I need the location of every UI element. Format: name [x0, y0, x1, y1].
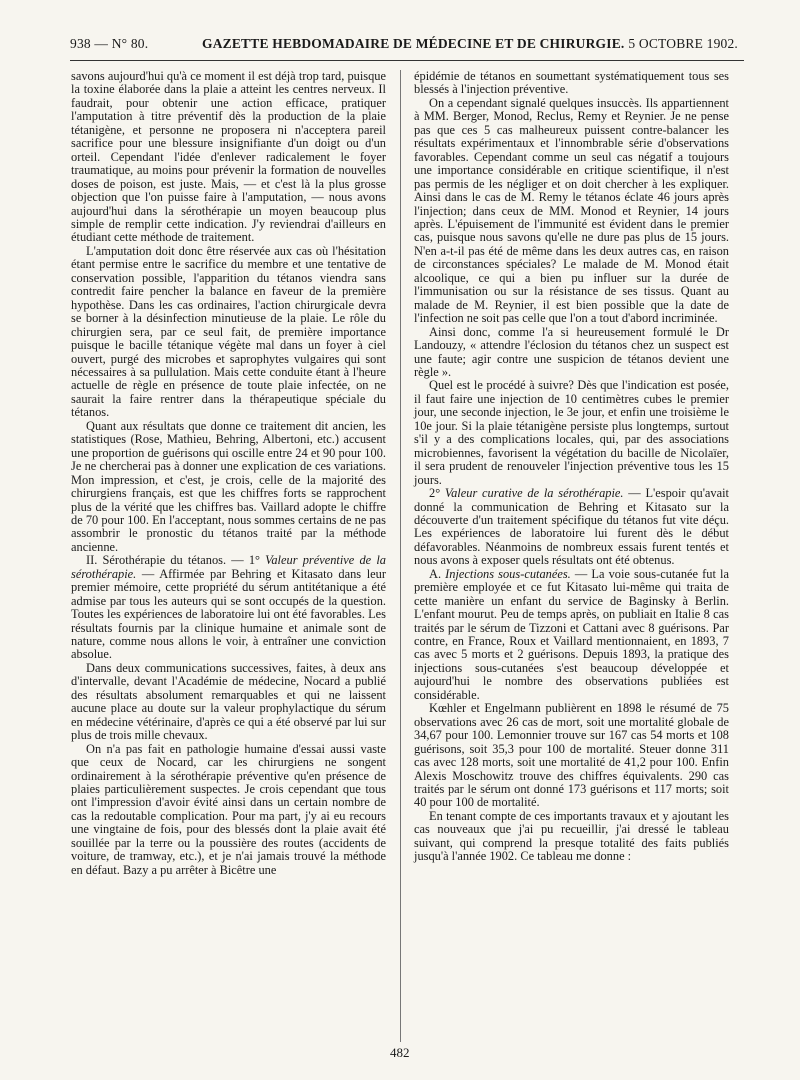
- subsection-letter: A.: [429, 566, 446, 581]
- paragraph: Dans deux communications successives, faites, à deux ans d'intervalle, devant l'Académie de médecine, Nocard a publié des résultats absolument remarquables et qui ne laissent aucune place au doute sur la valeur prophylactique du sérum en médecine vétérinaire, d'après ce qui a été observé par lui sur plus de trois mille chevaux.: [71, 660, 386, 743]
- paragraph: On n'a pas fait en pathologie humaine d'essai aussi vaste que ceux de Nocard, car les chirurgiens ne songent ordinairement à la sérothérapie préventive qu'en présence de plaies particulièrement suspectes. Je crois cependant que tous ont l'impression d'avoir évité ainsi dans un certain nombre de cas la redoutable complication. Pour ma part, j'y ai eu recours une vingtaine de fois, pour des blessés dont la plaie avait été souillée par la terre ou la poussière des routes (accidents de voiture, de tramway, etc.), et je n'ai jamais trouvé la méthode en défaut. Bazy a pu arrêter à Bicêtre une: [71, 741, 386, 877]
- paragraph-text: — L'espoir qu'avait donné la communication de Behring et Kitasato sur la découverte d'un traitement spécifique du tétanos fut vite déçu. Les expériences de laboratoire lui furent dès le début défavorables. Néanmoins de nombreux essais furent tentés et nous avons à exposer quels résultats ont été obtenus.: [414, 486, 730, 568]
- paragraph: Ainsi donc, comme l'a si heureusement formulé le Dr Landouzy, « attendre l'éclosion du tétanos chez un suspect est une faute; agir contre une suspicion de tétanos devient une règle ».: [414, 324, 729, 379]
- journal-title: GAZETTE HEBDOMADAIRE DE MÉDECINE ET DE CHIRURGIE.: [202, 36, 625, 51]
- section-heading-paragraph: [71, 554, 386, 662]
- subsection-title: Injections sous-cutanées.: [445, 566, 571, 581]
- paragraph-text: — La voie sous-cutanée fut la première employée et ce fut Kitasato lui-même qui traita de cette manière un enfant du service de Baginsky à Berlin. L'enfant mourut. Peu de temps après, on publiait en Italie 8 cas traités par le sérum de Tizzoni et Cattani avec 8 guérisons. Par contre, en France, Roux et Vaillard mentionnaient, en 1893, 7 cas avec 5 morts et 2 guérisons. Depuis 1893, la pratique des injections sous-cutanées s'est beaucoup développée et aujourd'hui le nombre des observations publiées est considérable.: [414, 566, 729, 702]
- subsection-title: Valeur curative de la sérothérapie.: [444, 486, 624, 501]
- left-column: [71, 70, 386, 877]
- header-rule: [70, 60, 744, 61]
- subsection-paragraph: [414, 568, 729, 703]
- right-column: [414, 70, 729, 864]
- subsection-number: 2°: [429, 486, 445, 501]
- issue-date: 5 OCTOBRE 1902.: [628, 36, 738, 51]
- paragraph-text: — Affirmée par Behring et Kitasato dans leur premier mémoire, cette propriété du sérum antitétanique a été admise par tous les auteurs qui se sont occupés de la question. Toutes les expériences de laboratoire lui ont été favorables. Les résultats fournis par la clinique humaine et animale sont de nature, comme nous allons le voir, à entraîner une conviction absolue.: [71, 566, 386, 662]
- paragraph: L'amputation doit donc être réservée aux cas où l'hésitation étant permise entre le sacrifice du membre et une tentative de conservation possible, l'apparition du tétanos viendra sans contredit faire pencher la balance en faveur de la première hypothèse. Dans les cas ordinaires, l'action chirurgicale devra se borner à la désinfection minutieuse de la plaie. Le rôle du chirurgien sera, par ce seul fait, de première importance puisque le bacille tétanique végète mal dans un foyer à ciel ouvert, purgé des microbes et saprophytes vulgaires qui sont nécessaires à sa pullulation. Mais cette conduite étant à l'heure actuelle de règle en présence de toute plaie infectée, on ne saurait la faire rentrer dans la thérapeutique spéciale du tétanos.: [71, 243, 386, 420]
- paragraph: savons aujourd'hui qu'à ce moment il est déjà trop tard, puisque la toxine élaborée dans la plaie a atteint les centres nerveux. Il faudrait, pour obtenir une action efficace, pratiquer l'amputation à titre préventif dès la production de la plaie tétanigène, et personne ne proposera ni n'acceptera pareil sacrifice pour une blessure insignifiante d'un doigt ou d'un orteil. Cependant l'idée d'enlever radicalement le foyer traumatique, au moins pour prévenir la formation de nouvelles doses de poison, est juste. Mais, — et c'est là la plus grosse objection que l'on puisse faire à l'amputation, — nous avons aujourd'hui dans la sérothérapie un moyen beaucoup plus simple de remplir cette indication. J'y reviendrai d'ailleurs en étudiant cette méthode de traitement.: [71, 69, 386, 245]
- subsection-paragraph: [414, 487, 729, 568]
- paragraph: On a cependant signalé quelques insuccès. Ils appartiennent à MM. Berger, Monod, Reclus, Remy et Reynier. Je ne pense pas que ces 5 cas malheureux puissent contre-balancer les résultats expérimentaux et l'innombrable série d'observations favorables. Cependant comme un seul cas négatif a toujours une importance considérable en critique scientifique, il n'est pas permis de les négliger et on doit chercher à les expliquer. Ainsi dans le cas de M. Remy le tétanos éclate 46 jours après l'injection; dans ceux de MM. Monod et Reynier, 14 jours après. L'épuisement de l'immunité est évident dans le premier cas, puisque nous savons qu'elle ne dure pas plus de 15 jours. N'en a-t-il pas été de même dans les deux autres cas, en raison de circonstances spéciales? Le malade de M. Monod était alcoolique, ce qui a bien pu influer sur la durée de l'immunisation ou sur la résistance de ses tissus. Quant au malade de M. Reynier, il est bien possible que la date de l'infection ne soit pas celle que l'on a tout d'abord incriminée.: [414, 95, 729, 326]
- paragraph: Quant aux résultats que donne ce traitement dit ancien, les statistiques (Rose, Mathieu, Behring, Albertoni, etc.) accusent une proportion de guérisons qui oscille entre 24 et 90 pour 100. Je ne chercherai pas à donner une explication de ces variations. Mon impression, et c'est, je crois, celle de la majorité des chirurgiens français, est que les chiffres forts se rapprochent plus de la vérité que les chiffres bas. Vaillard adopte le chiffre de 70 pour 100. En l'acceptant, nous sommes certains de ne pas assombrir le pronostic du tétanos traité par la méthode ancienne.: [71, 418, 386, 554]
- column-divider: [400, 70, 401, 1042]
- paragraph: En tenant compte de ces importants travaux et y ajoutant les cas nouveaux que j'ai pu recueillir, j'ai dressé le tableau suivant, qui comprend la presque totalité des faits publiés jusqu'à l'année 1902. Ce tableau me donne :: [414, 808, 729, 864]
- subsection-title: Valeur préventive de la sérothérapie.: [71, 553, 386, 581]
- page-number: 482: [390, 1045, 410, 1060]
- paragraph: Kœhler et Engelmann publièrent en 1898 le résumé de 75 observations avec 26 cas de mort, soit une mortalité globale de 34,67 pour 100. Lemonnier trouve sur 167 cas 54 morts et 108 guérisons, soit 35,3 pour 100 de mortalité. Steuer donne 311 cas avec 128 morts, soit une mortalité de 41,2 pour 100. Enfin Alexis Moschowitz trouve des chiffres équivalents. 290 cas traités par le sérum ont donné 173 guérisons et 117 morts; soit 40 pour 100 de mortalité.: [414, 701, 729, 810]
- running-header: [70, 36, 744, 58]
- issue-number: 938 — N° 80.: [70, 36, 149, 51]
- paragraph: Quel est le procédé à suivre? Dès que l'indication est posée, il faut faire une injection de 10 centimètres cubes le premier jour, une seconde injection, le 3e jour, et enfin une troisième le 10e jour. Si la plaie tétanigène persiste plus longtemps, surtout s'il y a des complications locales, qui, par des associations microbiennes, favorisent la végétation du bacille de Nicolaïer, il sera prudent de renouveler l'injection préventive tous les 15 jours.: [414, 378, 729, 487]
- paragraph: épidémie de tétanos en soumettant systématiquement tous ses blessés à l'injection préventive.: [414, 69, 729, 97]
- section-heading: II. Sérothérapie du tétanos. — 1°: [86, 553, 266, 568]
